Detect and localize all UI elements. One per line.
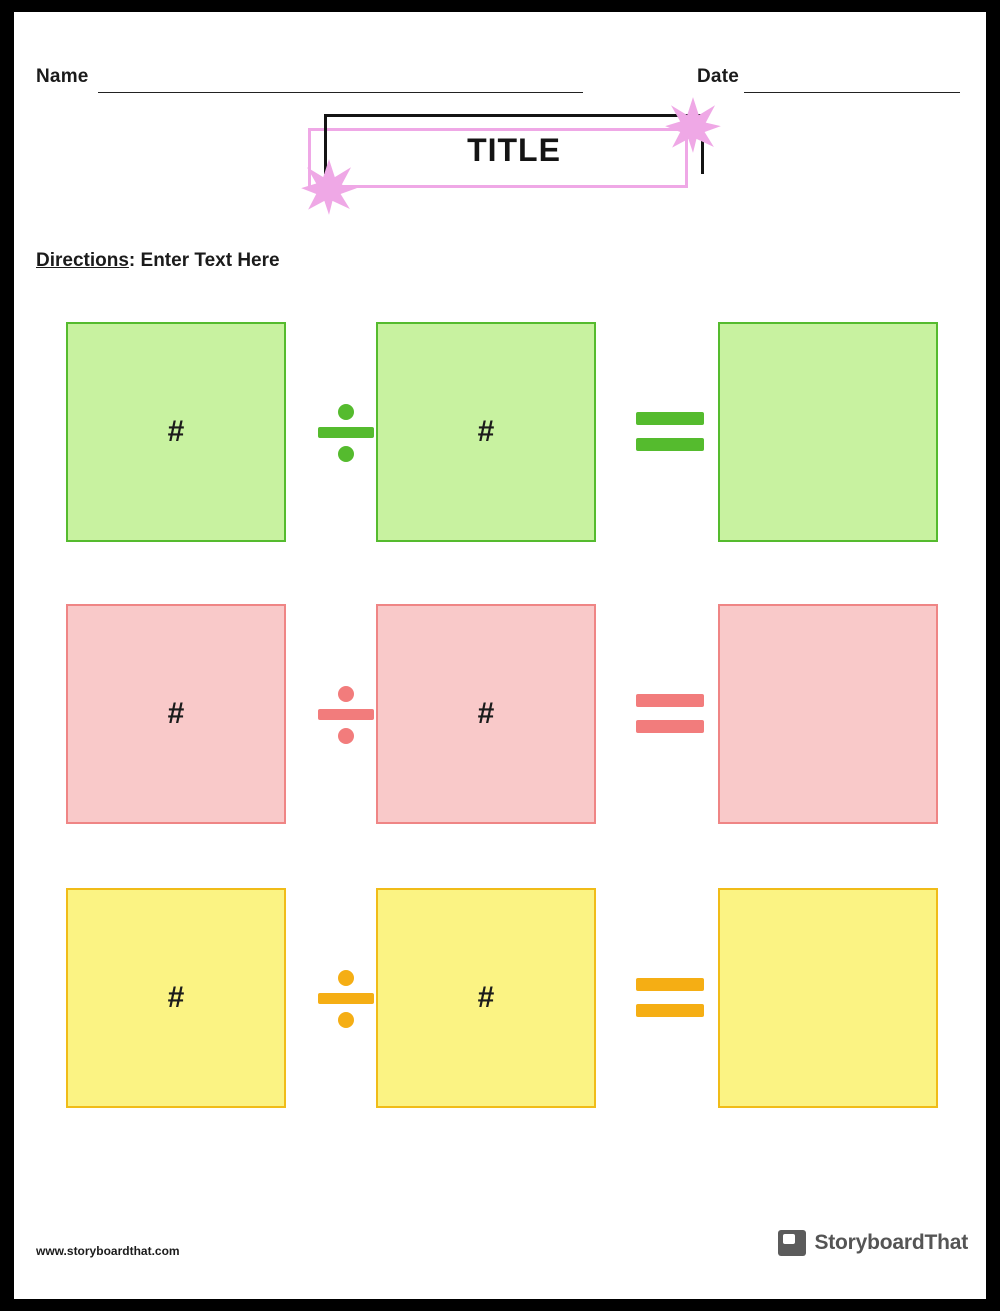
divide-icon (318, 970, 374, 1028)
cell-value: # (167, 697, 185, 730)
brand-logo (778, 1230, 968, 1256)
date-label: Date (697, 66, 739, 87)
divide-icon (318, 686, 374, 744)
name-label: Name (36, 66, 89, 87)
cell-value: # (167, 981, 185, 1014)
directions (36, 250, 280, 272)
directions-text[interactable]: Enter Text Here (140, 250, 280, 271)
page-title: TITLE (467, 131, 561, 168)
dividend-box[interactable] (66, 604, 286, 824)
divisor-box[interactable] (376, 322, 596, 542)
directions-label: Directions (36, 250, 129, 271)
divide-icon (318, 404, 374, 462)
answer-box[interactable] (718, 888, 938, 1108)
cell-value: # (167, 415, 185, 448)
title-text-box[interactable] (328, 124, 700, 176)
title-banner (284, 102, 724, 212)
cell-value: # (477, 415, 495, 448)
equation-row (66, 604, 946, 824)
equals-icon (636, 412, 704, 454)
date-write-line[interactable] (744, 92, 960, 93)
worksheet-page (14, 12, 986, 1299)
dividend-box[interactable] (66, 322, 286, 542)
dividend-box[interactable] (66, 888, 286, 1108)
footer-url[interactable]: www.storyboardthat.com (36, 1244, 180, 1258)
cell-value: # (477, 697, 495, 730)
divisor-box[interactable] (376, 604, 596, 824)
answer-box[interactable] (718, 604, 938, 824)
speech-bubble-icon (778, 1230, 806, 1256)
divisor-box[interactable] (376, 888, 596, 1108)
cell-value: # (477, 981, 495, 1014)
directions-separator: : (128, 250, 141, 271)
equals-icon (636, 978, 704, 1020)
equation-row (66, 322, 946, 542)
name-write-line[interactable] (98, 92, 583, 93)
brand-name: StoryboardThat (814, 1231, 968, 1254)
worksheet-header (14, 54, 986, 94)
equation-row (66, 888, 946, 1108)
equals-icon (636, 694, 704, 736)
answer-box[interactable] (718, 322, 938, 542)
